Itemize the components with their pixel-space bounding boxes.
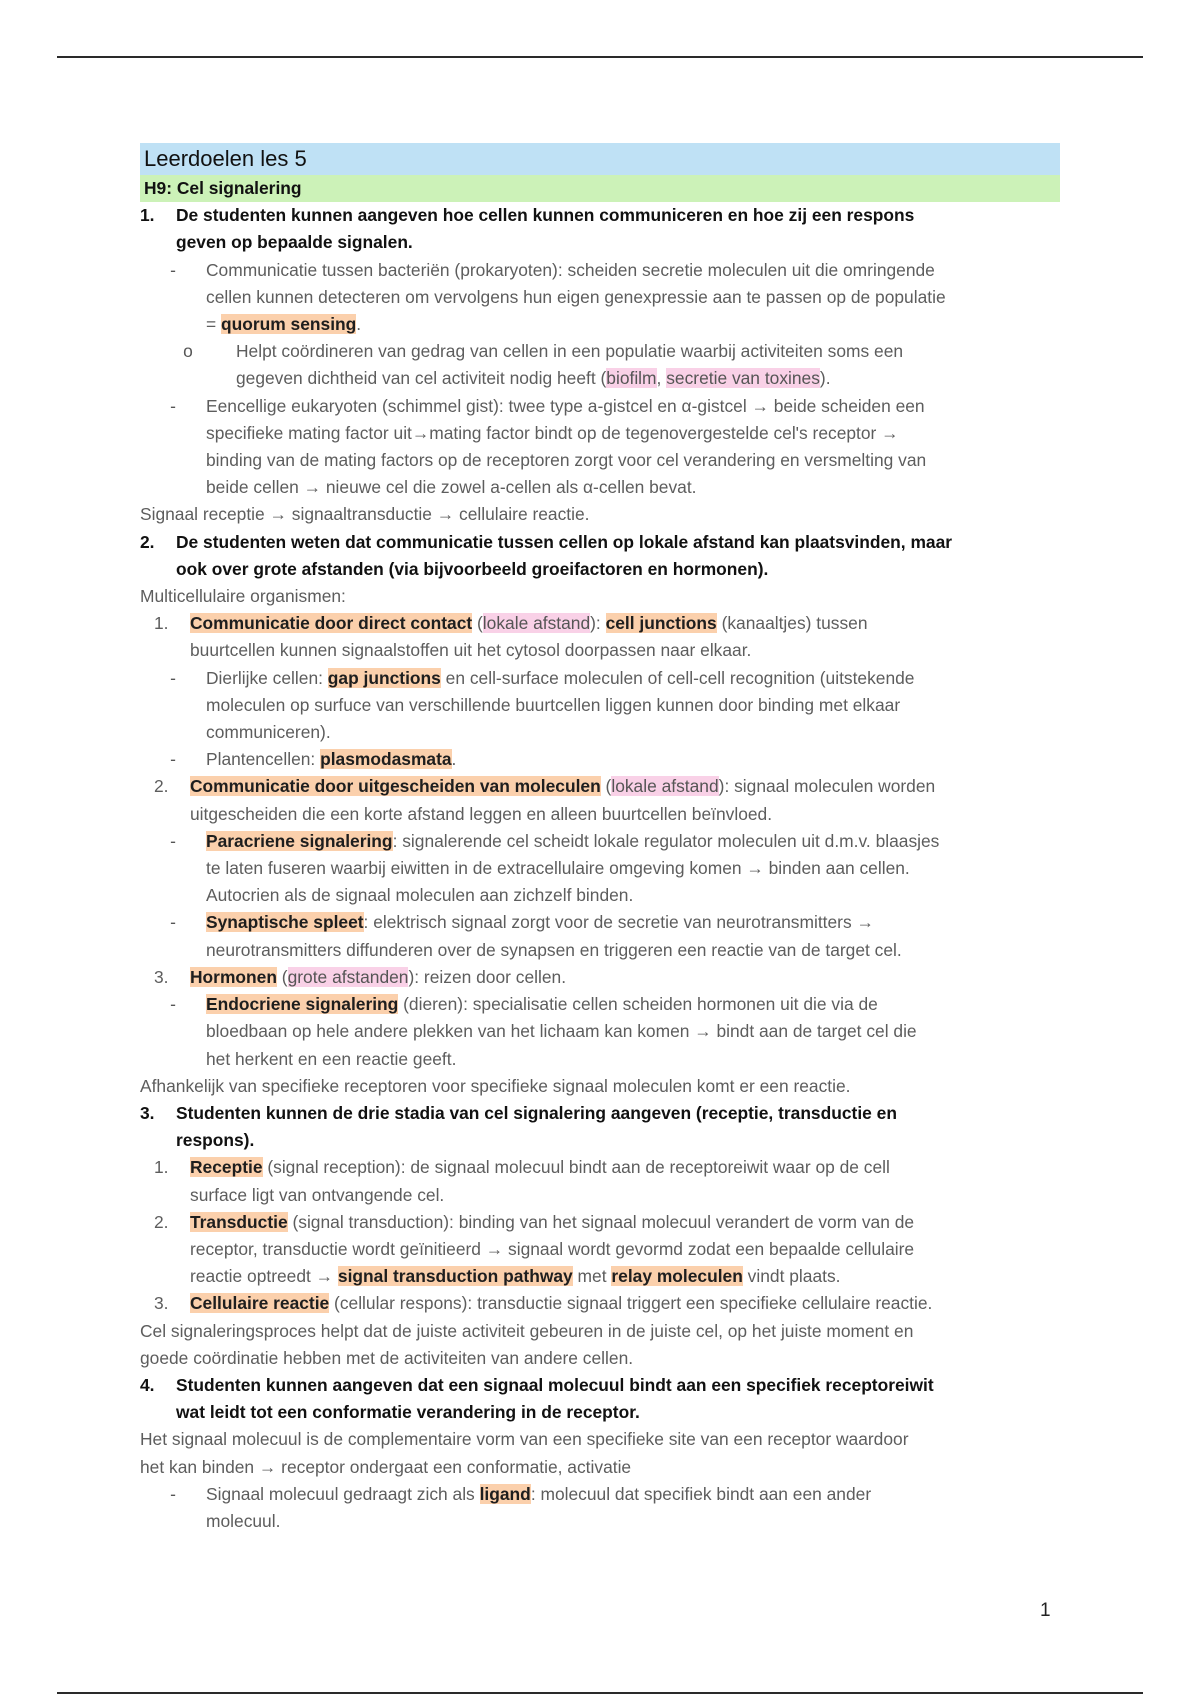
bullet-item-cont: binding van de mating factors op de receptoren zorgt voor cel verandering en versmelting van [206, 450, 927, 471]
highlight-term: Receptie [190, 1157, 263, 1178]
learning-goal-heading: 4. Studenten kunnen aangeven dat een signaal molecuul bindt aan een specifiek receptoreiwit [140, 1374, 934, 1395]
numbered-item: 1. Communicatie door direct contact (lokale afstand): cell junctions (kanaaltjes) tussen [154, 613, 868, 634]
highlight-term: ligand [479, 1483, 531, 1504]
section-2 [140, 529, 1060, 1100]
bullet-item-cont: = quorum sensing. [206, 314, 362, 335]
bullet-item-cont: specifieke mating factor uit→mating factor bindt op de tegenovergestelde cel's receptor → [206, 422, 899, 443]
intro-line: Multicellulaire organismen: [140, 586, 346, 607]
numbered-item-cont: uitgescheiden die een korte afstand leggen en alleen buurtcellen beïnvloed. [190, 803, 773, 824]
bullet-item-cont: communiceren). [206, 722, 331, 743]
bullet-item: - Plantencellen: plasmodasmata. [170, 749, 457, 770]
numbered-item-cont: buurtcellen kunnen signaalstoffen uit het cytosol doorpassen naar elkaar. [190, 640, 752, 661]
highlight-term: quorum sensing [221, 314, 357, 335]
bullet-item: - Dierlijke cellen: gap junctions en cell-surface moleculen of cell-cell recognition (uitstekende [170, 667, 915, 688]
learning-goal-heading-cont: respons). [176, 1130, 255, 1151]
learning-goal-heading-cont: wat leidt tot een conformatie verandering in de receptor. [176, 1402, 640, 1423]
bullet-item-cont: beide cellen → nieuwe cel die zowel a-cellen als α-cellen bevat. [206, 477, 697, 498]
bullet-item-cont: te laten fuseren waarbij eiwitten in de extracellulaire omgeving komen → binden aan cellen. [206, 858, 910, 879]
numbered-item: 2. Transductie (signal transduction): binding van het signaal molecuul verandert de vorm van de [154, 1211, 915, 1232]
highlight-term: Hormonen [190, 966, 277, 987]
summary-line: Cel signaleringsproces helpt dat de juiste activiteit gebeuren in de juiste cel, op het juiste moment en [140, 1320, 914, 1341]
bullet-item-cont: het herkent en een reactie geeft. [206, 1048, 457, 1069]
numbered-item: 1. Receptie (signal reception): de signaal molecuul bindt aan de receptoreiwit waar op de cell [154, 1157, 890, 1178]
bullet-item-cont: cellen kunnen detecteren om vervolgens hun eigen genexpressie aan te passen op de populatie [206, 286, 946, 307]
numbered-item: 3. Cellulaire reactie (cellular respons): transductie signaal triggert een specifieke cellulaire reactie. [154, 1293, 933, 1314]
numbered-item: 3. Hormonen (grote afstanden): reizen door cellen. [154, 966, 567, 987]
highlight-term: relay moleculen [611, 1266, 743, 1287]
bullet-item-cont: neurotransmitters diffunderen over de synapsen en triggeren een reactie van de target cel. [206, 939, 902, 960]
bullet-item: - Endocriene signalering (dieren): specialisatie cellen scheiden hormonen uit die via de [170, 994, 878, 1015]
bullet-item: - Signaal molecuul gedraagt zich als ligand: molecuul dat specifiek bindt aan een ander [170, 1483, 872, 1504]
footer-rule [57, 1692, 1143, 1694]
highlight-term: Communicatie door uitgescheiden van moleculen [190, 776, 601, 797]
bullet-item: - Eencellige eukaryoten (schimmel gist): twee type a-gistcel en α-gistcel → beide scheiden een [170, 395, 925, 416]
learning-goal-heading-cont: geven op bepaalde signalen. [176, 232, 413, 253]
page-title: Leerdoelen les 5 [140, 143, 1060, 175]
highlight-term: cell junctions [605, 613, 717, 634]
summary-line: goede coördinatie hebben met de activiteiten van andere cellen. [140, 1347, 634, 1368]
bullet-item: - Communicatie tussen bacteriën (prokaryoten): scheiden secretie moleculen uit die omringende [170, 259, 935, 280]
highlight-term: Synaptische spleet [206, 912, 364, 933]
bullet-item: - Paracriene signalering: signalerende cel scheidt lokale regulator moleculen uit d.m.v. blaasjes [170, 830, 940, 851]
highlight-term: Paracriene signalering [206, 830, 393, 851]
numbered-item: 2. Communicatie door uitgescheiden van moleculen (lokale afstand): signaal moleculen worden [154, 776, 936, 797]
numbered-item-cont: reactie optreedt → signal transduction pathway met relay moleculen vindt plaats. [190, 1266, 841, 1287]
learning-goal-heading: 1. De studenten kunnen aangeven hoe cellen kunnen communiceren en hoe zij een respons [140, 205, 915, 226]
highlight-example: grote afstanden [287, 966, 409, 987]
page-number: 1 [1040, 1600, 1051, 1621]
highlight-example: lokale afstand [482, 613, 591, 634]
document-body [140, 143, 1060, 1535]
learning-goal-heading-cont: ook over grote afstanden (via bijvoorbeeld groeifactoren en hormonen). [176, 558, 769, 579]
numbered-item-cont: surface ligt van ontvangende cel. [190, 1184, 445, 1205]
highlight-example: biofilm [606, 368, 657, 389]
bullet-item-cont: molecuul. [206, 1510, 281, 1531]
bullet-item-cont: moleculen op surfuce van verschillende buurtcellen liggen kunnen door binding met elkaar [206, 694, 901, 715]
highlight-term: plasmodasmata [320, 749, 452, 770]
paragraph-line: Het signaal molecuul is de complementaire vorm van een specifieke site van een receptor waardoor [140, 1429, 909, 1450]
summary-line: Signaal receptie → signaaltransductie → cellulaire reactie. [140, 504, 590, 525]
chapter-subtitle: H9: Cel signalering [140, 175, 1060, 202]
header-rule [57, 56, 1143, 58]
highlight-term: gap junctions [327, 667, 441, 688]
learning-goal-heading: 3. Studenten kunnen de drie stadia van cel signalering aangeven (receptie, transductie en [140, 1102, 897, 1123]
section-1 [140, 202, 1060, 528]
highlight-term: Endocriene signalering [206, 994, 399, 1015]
highlight-term: signal transduction pathway [337, 1266, 573, 1287]
paragraph-line: het kan binden → receptor ondergaat een conformatie, activatie [140, 1456, 632, 1477]
summary-line: Afhankelijk van specifieke receptoren voor specifieke signaal moleculen komt er een reactie. [140, 1075, 851, 1096]
bullet-item-cont: Autocrien als de signaal moleculen aan zichzelf binden. [206, 885, 634, 906]
highlight-example: secretie van toxines [666, 368, 820, 389]
highlight-example: lokale afstand [611, 776, 719, 797]
highlight-term: Communicatie door direct contact [190, 613, 473, 634]
bullet-item-cont: bloedbaan op hele andere plekken van het lichaam kan komen → bindt aan de target cel die [206, 1021, 917, 1042]
learning-goal-heading: 2. De studenten weten dat communicatie tussen cellen op lokale afstand kan plaatsvinden, maar [140, 531, 953, 552]
section-4 [140, 1372, 1060, 1535]
numbered-item-cont: receptor, transductie wordt geïnitieerd → signaal wordt gevormd zodat een bepaalde cellulaire [190, 1238, 915, 1259]
bullet-item: - Synaptische spleet: elektrisch signaal zorgt voor de secretie van neurotransmitters → [170, 912, 874, 933]
highlight-term: Cellulaire reactie [190, 1293, 330, 1314]
sub-bullet-item: o Helpt coördineren van gedrag van cellen in een populatie waarbij activiteiten soms een [183, 341, 904, 362]
sub-bullet-item-cont: gegeven dichtheid van cel activiteit nodig heeft (biofilm, secretie van toxines). [236, 368, 831, 389]
highlight-term: Transductie [190, 1211, 288, 1232]
section-3 [140, 1100, 1060, 1372]
